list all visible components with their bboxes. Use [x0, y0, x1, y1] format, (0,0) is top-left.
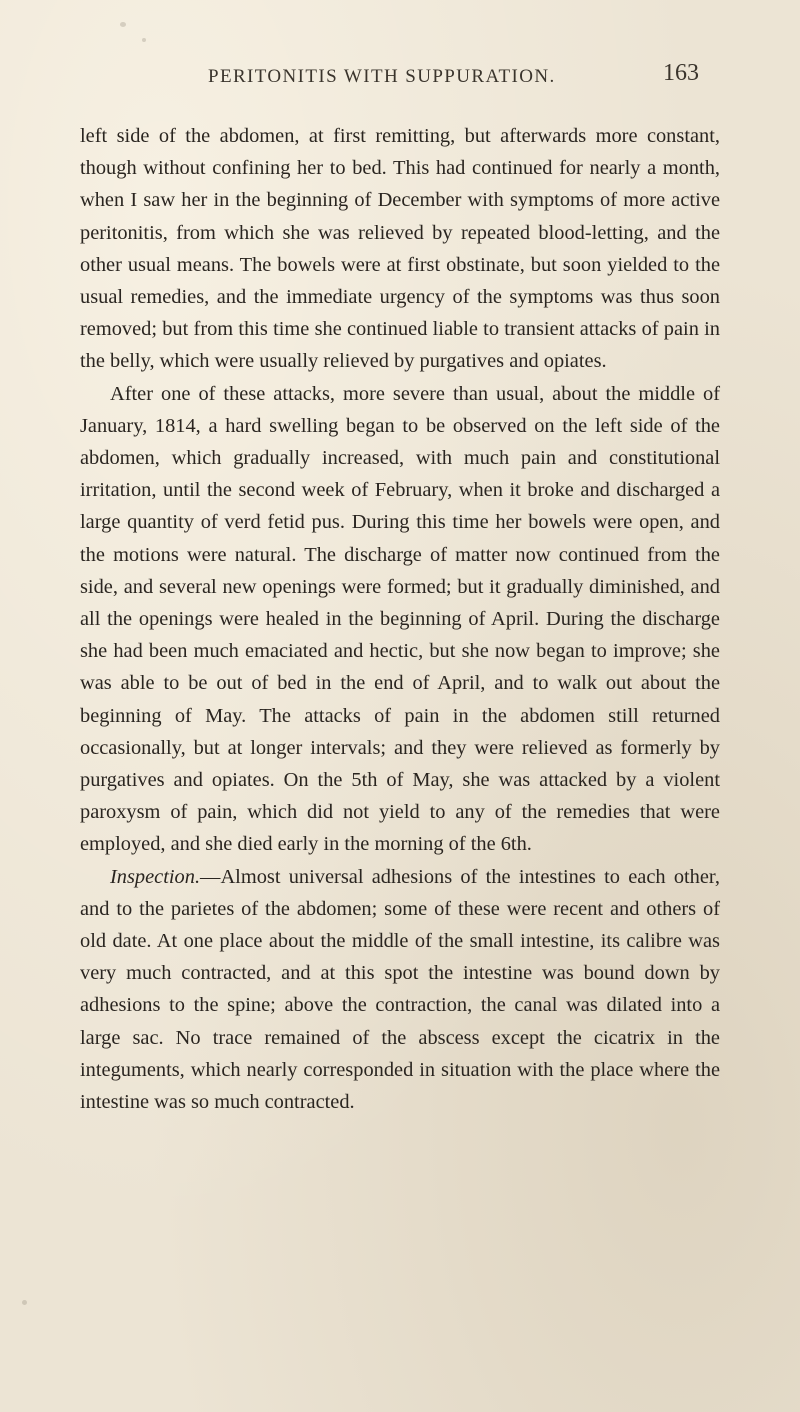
- body-text: [80, 120, 720, 1118]
- paper-blemish: [120, 22, 126, 27]
- paper-blemish: [142, 38, 146, 42]
- paper-blemish: [22, 1300, 27, 1305]
- paragraph-inspection: [80, 861, 720, 1119]
- paragraph-continuation: left side of the abdomen, at first remitting, but afterwards more constant, though without confining her to bed. This had continued for nearly a month, when I saw her in the beginning of December with symptoms of more active peritonitis, from which she was relieved by repeated blood-letting, and the other usual means. The bowels were at first obstinate, but soon yielded to the usual remedies, and the immediate urgency of the symptoms was thus soon removed; but from this time she continued liable to transient attacks of pain in the belly, which were usually relieved by purgatives and opiates.: [80, 125, 720, 373]
- header-title: PERITONITIS WITH SUPPURATION.: [208, 66, 556, 87]
- paragraph-case-history: After one of these attacks, more severe than usual, about the middle of January, 1814, a hard swelling began to be observed on the left side of the abdomen, which gradually increased, with much pain and constitutional irritation, until the second week of February, when it broke and discharged a large quantity of verd fetid pus. During this time her bowels were open, and the motions were natural. The discharge of matter now continued from the side, and several new openings were formed; but it gradually diminished, and all the openings were healed in the beginning of April. During the discharge she had been much emaciated and hectic, but she now began to improve; she was able to be out of bed in the end of April, and to walk out about the beginning of May. The attacks of pain in the abdomen still returned occasionally, but at longer intervals; and they were relieved as formerly by purgatives and opiates. On the 5th of May, she was attacked by a violent paroxysm of pain, which did not yield to any of the remedies that were employed, and she died early in the morning of the 6th.: [80, 382, 720, 856]
- running-head: [60, 60, 750, 100]
- inspection-heading: Inspection.: [110, 865, 201, 888]
- page-number: 163: [663, 60, 699, 86]
- inspection-text: —Almost universal adhesions of the intestines to each other, and to the parietes of the abdomen; some of these were recent and others of old date. At one place about the middle of the small intestine, its calibre was very much contracted, and at this spot the intestine was bound down by adhesions to the spine; above the contraction, the canal was dilated into a large sac. No trace remained of the abscess except the cicatrix in the integuments, which nearly corresponded in situation with the place where the intestine was so much contracted.: [80, 865, 720, 1114]
